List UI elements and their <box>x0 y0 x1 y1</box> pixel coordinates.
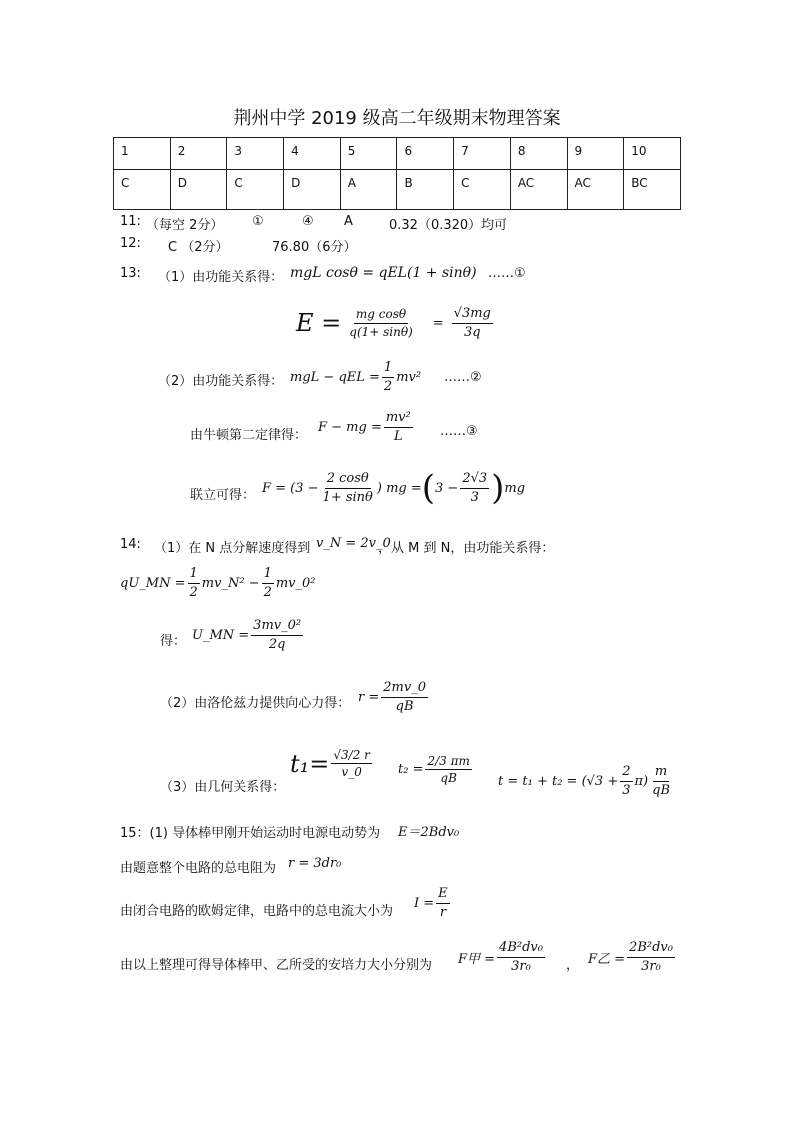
I-fraction <box>436 886 450 920</box>
table-cell: 2 <box>170 138 227 170</box>
table-cell: C <box>114 170 171 210</box>
r-fraction <box>381 680 428 714</box>
q13-E-frac-2 <box>452 306 493 340</box>
cos-fraction <box>321 471 375 505</box>
fraction-numerator: √3/2 r <box>331 748 372 764</box>
newton-fraction <box>384 410 413 444</box>
table-cell: BC <box>624 170 681 210</box>
table-cell: 10 <box>624 138 681 170</box>
q14-part2-text: （2）由洛伦兹力提供向心力得： <box>160 696 351 711</box>
q11-rule: （每空 2分） <box>146 218 224 233</box>
q14-t2-equation <box>398 754 474 786</box>
fraction-denominator: q(1+ sinθ) <box>349 324 413 339</box>
table-answer-row <box>114 170 681 210</box>
fraction-denominator: 2 <box>189 584 198 600</box>
table-cell: 7 <box>454 138 511 170</box>
equation-part: mg <box>504 480 526 496</box>
fraction-numerator: 2mv_0 <box>381 680 428 698</box>
equation-part: π) <box>634 773 649 789</box>
fraction-denominator: 3 <box>470 489 479 505</box>
half-fraction <box>262 566 274 600</box>
q13-part4-equation <box>262 468 525 508</box>
q14-U-equation <box>192 618 305 652</box>
q15-F2-equation <box>588 940 677 974</box>
equation-part: F乙 = <box>588 951 626 967</box>
fraction-numerator: 2√3 <box>460 471 489 489</box>
q11-answer-1: ① <box>252 214 264 229</box>
fraction-denominator: 3r₀ <box>511 958 531 974</box>
q12-answer-2: 76.80（6分） <box>272 240 357 255</box>
table-cell: 6 <box>397 138 454 170</box>
q13-part1-text: （1）由功能关系得： <box>158 270 284 285</box>
equation-part: I = <box>414 895 435 911</box>
F2-fraction <box>627 940 675 974</box>
fraction-numerator: √3mg <box>452 306 493 324</box>
q14-part1-text: （1）在 N 点分解速度得到 <box>154 541 311 556</box>
equation-part: F = (3 − <box>262 480 319 496</box>
equation-part: ) mg = <box>376 480 422 496</box>
q11-label: 11: <box>120 214 141 229</box>
fraction-numerator: m <box>653 764 669 782</box>
q12-answer-1: C （2分） <box>168 240 229 255</box>
two-thirds-fraction <box>620 764 632 798</box>
q14-t-equation <box>498 764 674 798</box>
fraction-denominator: L <box>393 428 403 444</box>
q15-line3-text: 由闭合电路的欧姆定律，电路中的总电流大小为 <box>120 904 394 919</box>
fraction-denominator: qB <box>395 698 414 714</box>
q14-part3-text: （3）由几何关系得： <box>160 780 286 795</box>
table-cell: AC <box>567 170 624 210</box>
fraction-denominator: 2 <box>383 378 393 394</box>
m-qB-fraction <box>650 764 672 798</box>
table-cell: D <box>284 170 341 210</box>
fraction-numerator: 2 cosθ <box>325 471 371 489</box>
q14-label: 14: <box>120 537 141 552</box>
table-cell: C <box>227 170 284 210</box>
equation-part: t₂ = <box>398 762 424 778</box>
table-cell: 3 <box>227 138 284 170</box>
fraction-denominator: qB <box>440 771 457 786</box>
table-cell: 5 <box>340 138 397 170</box>
q13-mark-2: ……② <box>444 370 482 385</box>
equation-part: t = t₁ + t₂ = (√3 + <box>498 773 619 789</box>
equation-part: U_MN = <box>192 627 250 643</box>
q14-get-text: 得： <box>160 634 187 649</box>
q13-E-formula <box>296 306 495 340</box>
half-fraction <box>382 360 394 394</box>
equation-part: mv_0² <box>275 575 316 591</box>
q13-part4-text: 联立可得： <box>190 488 256 503</box>
table-cell: D <box>170 170 227 210</box>
q13-mark-1: ……① <box>488 266 526 281</box>
equation-part: t₁= <box>290 749 330 778</box>
q14-energy-equation <box>120 566 316 600</box>
q11-answer-2: ④ <box>302 214 314 229</box>
equation-part: F甲 = <box>458 951 496 967</box>
table-cell: B <box>397 170 454 210</box>
U-fraction <box>251 618 303 652</box>
equation-part: 3 − <box>435 480 459 496</box>
table-cell: 9 <box>567 138 624 170</box>
half-fraction <box>188 566 200 600</box>
q15-line1-equation: E＝2Bdv₀ <box>398 825 460 840</box>
q15-line1-text: 15：(1) 导体棒甲刚开始运动时电源电动势为 <box>120 826 381 841</box>
q13-part1-equation: mgL cosθ = qEL(1 + sinθ) <box>290 265 477 281</box>
table-cell: A <box>340 170 397 210</box>
q13-label: 13: <box>120 266 141 281</box>
q13-E-frac <box>347 307 415 339</box>
fraction-denominator: 2 <box>263 584 272 600</box>
fraction-numerator: 2B²dv₀ <box>627 940 675 958</box>
table-cell: 4 <box>284 138 341 170</box>
fraction-denominator: qB <box>652 782 670 798</box>
q15-F1-equation <box>458 940 547 974</box>
fraction-numerator: 4B²dv₀ <box>497 940 545 958</box>
equation-part: mgL − qEL = <box>290 369 380 385</box>
q15-separator: ， <box>566 958 580 973</box>
fraction-denominator: 2q <box>268 636 286 652</box>
fraction-numerator: E <box>436 886 450 904</box>
table-cell: C <box>454 170 511 210</box>
q11-answer-4: 0.32（0.320）均可 <box>389 218 508 233</box>
left-paren: ( <box>421 468 436 508</box>
equals-sign: = <box>432 315 444 331</box>
fraction-numerator: 1 <box>188 566 200 584</box>
fraction-numerator: 1 <box>382 360 394 378</box>
q13-part2-text: （2）由功能关系得： <box>158 374 284 389</box>
fraction-numerator: 3mv_0² <box>251 618 303 636</box>
fraction-denominator: 3r₀ <box>641 958 661 974</box>
fraction-numerator: 2 <box>620 764 632 782</box>
fraction-numerator: mg cosθ <box>354 307 408 323</box>
q14-t1-equation <box>290 748 374 780</box>
equation-part: mv_N² − <box>201 575 260 591</box>
table-header-row <box>114 138 681 170</box>
table-cell: 8 <box>510 138 567 170</box>
q11-answer-3: A <box>344 214 353 229</box>
q14-part1-text-2: ，从 M 到 N，由功能关系得： <box>378 541 555 556</box>
q14-part1-equation: v_N = 2v_0 <box>316 536 391 551</box>
equation-part: qU_MN = <box>120 575 186 591</box>
q13-part2-equation <box>290 360 421 394</box>
equation-part: F − mg = <box>318 419 382 435</box>
fraction-denominator: 3q <box>463 324 481 340</box>
fraction-denominator: v_0 <box>341 765 362 780</box>
fraction-denominator: 3 <box>622 782 631 798</box>
fraction-numerator: mv² <box>384 410 413 428</box>
table-cell: AC <box>510 170 567 210</box>
q12-label: 12: <box>120 236 141 251</box>
q13-part3-text: 由牛顿第二定律得： <box>190 428 308 443</box>
q13-E-lhs: E = <box>296 309 342 338</box>
t1-fraction <box>331 748 372 780</box>
q13-part3-equation <box>318 410 415 444</box>
F1-fraction <box>497 940 545 974</box>
q14-r-equation <box>358 680 430 714</box>
t2-fraction <box>425 754 471 786</box>
sqrt-fraction <box>460 471 489 505</box>
table-cell: 1 <box>114 138 171 170</box>
fraction-denominator: 1+ sinθ <box>322 489 373 505</box>
q13-mark-3: ……③ <box>440 424 478 439</box>
right-paren: ) <box>491 468 505 508</box>
q15-line2-equation: r = 3dr₀ <box>288 856 342 871</box>
answer-table <box>113 137 681 210</box>
equation-part: mv² <box>396 369 422 385</box>
equation-part: r = <box>358 689 380 705</box>
page-title: 荆州中学 2019 级高二年级期末物理答案 <box>233 108 561 129</box>
fraction-numerator: 2/3 πm <box>425 754 471 770</box>
q15-line4-text: 由以上整理可得导体棒甲、乙所受的安培力大小分别为 <box>120 958 433 973</box>
q15-line2-text: 由题意整个电路的总电阻为 <box>120 861 277 876</box>
fraction-numerator: 1 <box>262 566 274 584</box>
fraction-denominator: r <box>439 904 447 920</box>
q15-I-equation <box>414 886 452 920</box>
